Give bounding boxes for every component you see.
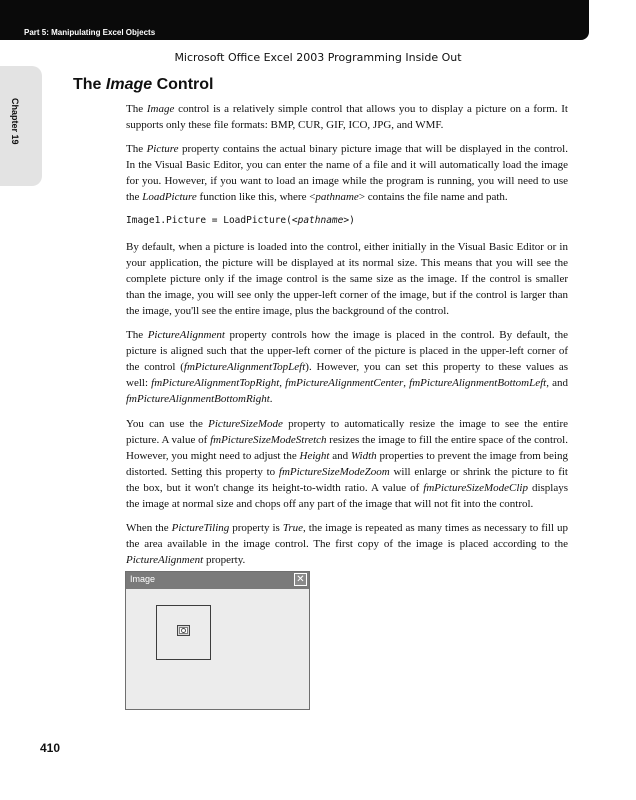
close-icon[interactable]: ✕ [294,573,307,586]
page-header-bar [0,0,589,40]
paragraph: The Picture property contains the actual binary picture image that will be displayed in the control. In the Visual Basic Editor, you can enter the name of a file and it will automatically load the image for you. However, if you want to load an image while the program is running, you will need to use the LoadPicture function like this, where <pathname> contains the file name and path. [126,143,568,204]
code-sample: Image1.Picture = LoadPicture(<pathname>) [126,214,355,226]
book-title: Microsoft Office Excel 2003 Programming Inside Out [174,51,462,64]
chapter-label: Chapter 19 [10,98,20,145]
form-titlebar[interactable] [126,572,309,589]
chapter-tab [0,66,42,186]
paragraph: You can use the PictureSizeMode property to automatically resize the image to see the entire picture. A value of fmPictureSizeModeStretch resizes the image to fill the entire space of the control. However, you might need to adjust the Height and Width properties to prevent the image from being distorted. Setting this property to fmPictureSizeModeZoom will enlarge or shrink the picture to fit the box, but it won't change its height-to-width ratio. A value of fmPictureSizeModeClip displays the image at normal size and chops off any part of the image that will not fit into the control. [126,417,568,510]
paragraph: The Image control is a relatively simple control that allows you to display a picture on a form. It supports only these file formats: BMP, CUR, GIF, ICO, JPG, and WMF. [126,103,568,132]
userform-screenshot [125,571,310,710]
paragraph: By default, when a picture is loaded into the control, either initially in the Visual Basic Editor or in your application, the picture will be displayed at its normal size. This means that you will see the complete picture only if the image control is the same size as the image. If the control is smaller than the image, you will see only the upper-left corner of the image, but if the control is larger than the image, you'll see the entire image, plus the background of the control. [126,240,568,317]
page-number: 410 [40,741,61,755]
form-title: Image [130,574,156,584]
image-control[interactable] [156,605,211,660]
picture-icon [177,625,190,636]
part-label: Part 5: Manipulating Excel Objects [24,28,156,37]
section-title: The Image Control [73,76,214,93]
paragraph: When the PictureTiling property is True, the image is repeated as many times as necessary to fill up the area available in the image control. The first copy of the image is placed according to the PictureAlignment property. [126,522,569,567]
paragraph: The PictureAlignment property controls how the image is placed in the control. By default, the picture is aligned such that the upper-left corner of the picture is placed in the upper-left corner of the control (fmPictureAlignmentTopLeft). However, you can set this property to these values as well: fmPictureAlignmentTopRight, fmPictureAlignmentCenter, fmPictureAlignmentBottomLeft, and fmPictureAlignmentBottomRight. [126,329,569,406]
body-text [126,101,568,576]
